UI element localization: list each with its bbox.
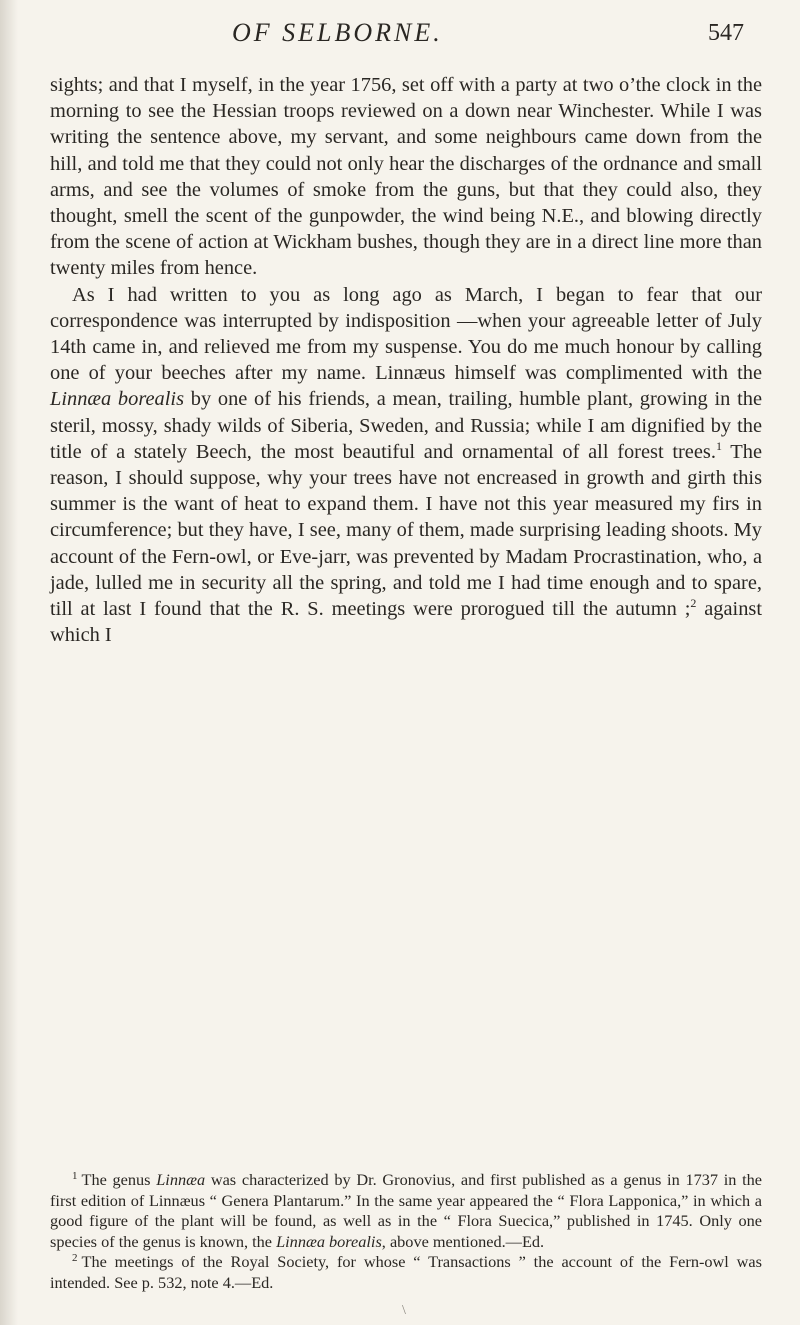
running-head: OF SELBORNE. [232, 18, 443, 47]
stray-pencil-mark: \ [402, 1303, 406, 1318]
paragraph [50, 282, 762, 649]
footnote-reference-1: 1 [715, 439, 722, 454]
footnote-1 [50, 1170, 762, 1252]
paragraph-text: by one of his friends, a mean, trailing, humble plant, growing in the steril, mossy, shady wilds of Siberia, Sweden, and Russia; while I am dignified by the title of a stately Beech, the most beautiful and ornamental of all forest trees. [50, 388, 762, 463]
footnote-mark: 2 [72, 1251, 78, 1264]
species-name-italic: Linnæa borealis [276, 1231, 382, 1251]
paragraph-text: The reason, I should suppose, why your trees have not encreased in growth and girth this summer is the want of heat to expand them. I have not this year measured my firs in circumference; but they have, I see, many of them, made surprising leading shoots. My account of the Fern-owl, or Eve-jarr, was prevented by Madam Procrastination, who, a jade, lulled me in security all the spring, and told me I had time enough and to spare, till at last I found that the R. S. meetings were prorogued till the autumn ; [50, 440, 762, 621]
paragraph-text: sights; and that I myself, in the year 1756, set off with a party at two o’the clock in the morning to see the Hessian troops reviewed on a down near Winchester. While I was writing the sentence above, my servant, and some neighbours came down from the hill, and told me that they could not only hear the discharges of the ordnance and small arms, and see the volumes of smoke from the guns, but that they could also, they thought, smell the scent of the gunpowder, the wind being N.E., and blowing directly from the scene of action at Wickham bushes, though they are in a direct line more than twenty miles from hence. [50, 74, 762, 280]
footnote-text: was characterized by Dr. Gronovius, and first published as a genus in 1737 in the first edition of Linnæus “ Genera Plantarum.” In the same year appeared the “ Flora Lapponica,” in which a good figure of the plant will be found, as well as in the “ Flora Suecica,” published in 1745. Only one species of the genus is known, the [50, 1170, 762, 1251]
footnote-2 [50, 1252, 762, 1293]
page-number: 547 [708, 20, 744, 46]
footnotes [50, 1170, 762, 1293]
species-name-italic: Linnæa borealis [50, 388, 185, 411]
genus-name-italic: Linnæa [156, 1170, 206, 1189]
footnote-text: The genus [81, 1170, 157, 1189]
page-header [0, 18, 800, 62]
body-text [50, 72, 762, 648]
footnote-mark: 1 [72, 1169, 78, 1182]
footnote-text: The meetings of the Royal Society, for whose “ Transactions ” the account of the Fern-owl was intended. See p. 532, note 4.—Ed. [50, 1252, 762, 1292]
paragraph-continued [50, 72, 762, 282]
footnote-text: , above mentioned.—Ed. [381, 1231, 545, 1251]
page-gutter-shadow [0, 0, 18, 1325]
footnote-reference-2: 2 [690, 596, 697, 611]
paragraph-text: As I had written to you as long ago as March, I began to fear that our correspondence was interrupted by indisposition —when your agreeable letter of July 14th came in, and relieved me from my suspense. You do me much honour by calling one of your beeches after my name. Linnæus himself was complimented with the [50, 283, 762, 385]
paragraph-text: against which I [50, 598, 762, 647]
